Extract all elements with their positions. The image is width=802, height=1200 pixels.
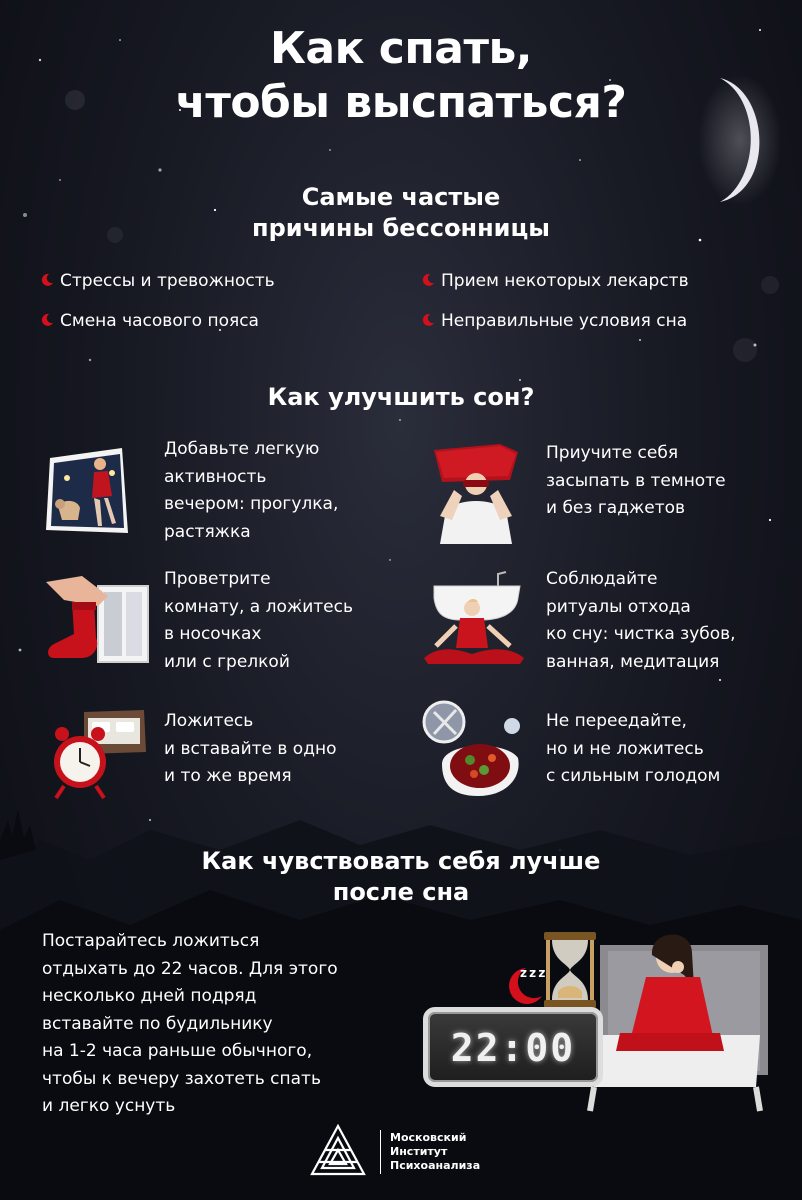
- tip-text: Ложитесь и вставайте в одно и то же время: [164, 711, 337, 786]
- causes-heading-line-2: причины бессонницы: [252, 214, 550, 242]
- after-sleep-text: Постарайтесь ложиться отдыхать до 22 часов. Для этого несколько дней подряд вставайте по будильнику на 1-2 часа раньше обычного, чтобы к вечеру захотеть спать и легко уснуть: [42, 931, 338, 1116]
- cause-item: [40, 310, 259, 332]
- cause-label: Неправильные условия сна: [441, 311, 688, 331]
- title-line-2: чтобы выспаться?: [175, 77, 627, 128]
- alarm-clock-bed-icon: [40, 708, 148, 800]
- after-sleep-heading: [0, 846, 802, 908]
- after-heading-line-1: Как чувствовать себя лучше: [201, 847, 601, 875]
- sock-window-icon: [42, 572, 152, 667]
- tip-text: Не переедайте, но и не ложитесь с сильным голодом: [546, 711, 721, 786]
- zzz-label: z z z: [520, 966, 545, 980]
- institute-name: Московский Институт Психоанализа: [390, 1131, 481, 1172]
- red-crescent-bullet-icon: [40, 313, 54, 327]
- red-crescent-bullet-icon: [40, 273, 54, 287]
- meditation-bath-icon: [420, 568, 528, 668]
- cause-label: Прием некоторых лекарств: [441, 271, 689, 291]
- tip-text: Приучите себя засыпать в темноте и без гаджетов: [546, 443, 726, 518]
- cause-item: [40, 270, 275, 292]
- red-crescent-bullet-icon: [421, 273, 435, 287]
- page-title: [0, 22, 802, 130]
- institute-logo-icon: [310, 1124, 366, 1176]
- causes-heading: [0, 182, 802, 244]
- tip-text: Соблюдайте ритуалы отхода ко сну: чистка зубов, ванная, медитация: [546, 569, 736, 672]
- causes-heading-line-1: Самые частые: [301, 183, 501, 211]
- improve-heading: Как улучшить сон?: [267, 383, 535, 411]
- cause-item: [421, 310, 687, 332]
- walking-woman-with-dog-icon: [42, 438, 132, 538]
- red-crescent-bullet-icon: [421, 313, 435, 327]
- digital-clock: [423, 1007, 603, 1087]
- cause-item: [421, 270, 689, 292]
- plate-food-icon: [422, 700, 526, 798]
- cause-label: Смена часового пояса: [60, 311, 259, 331]
- sleep-mask-icon: [430, 440, 522, 544]
- cause-label: Стрессы и тревожность: [60, 271, 275, 291]
- after-heading-line-2: после сна: [332, 878, 470, 906]
- tip-text: Проветрите комнату, а ложитесь в носочках или с грелкой: [164, 569, 353, 672]
- clock-time: 22:00: [450, 1026, 576, 1070]
- logo-divider: [380, 1130, 381, 1174]
- title-line-1: Как спать,: [269, 23, 533, 74]
- tip-text: Добавьте легкую активность вечером: прогулка, растяжка: [164, 439, 339, 542]
